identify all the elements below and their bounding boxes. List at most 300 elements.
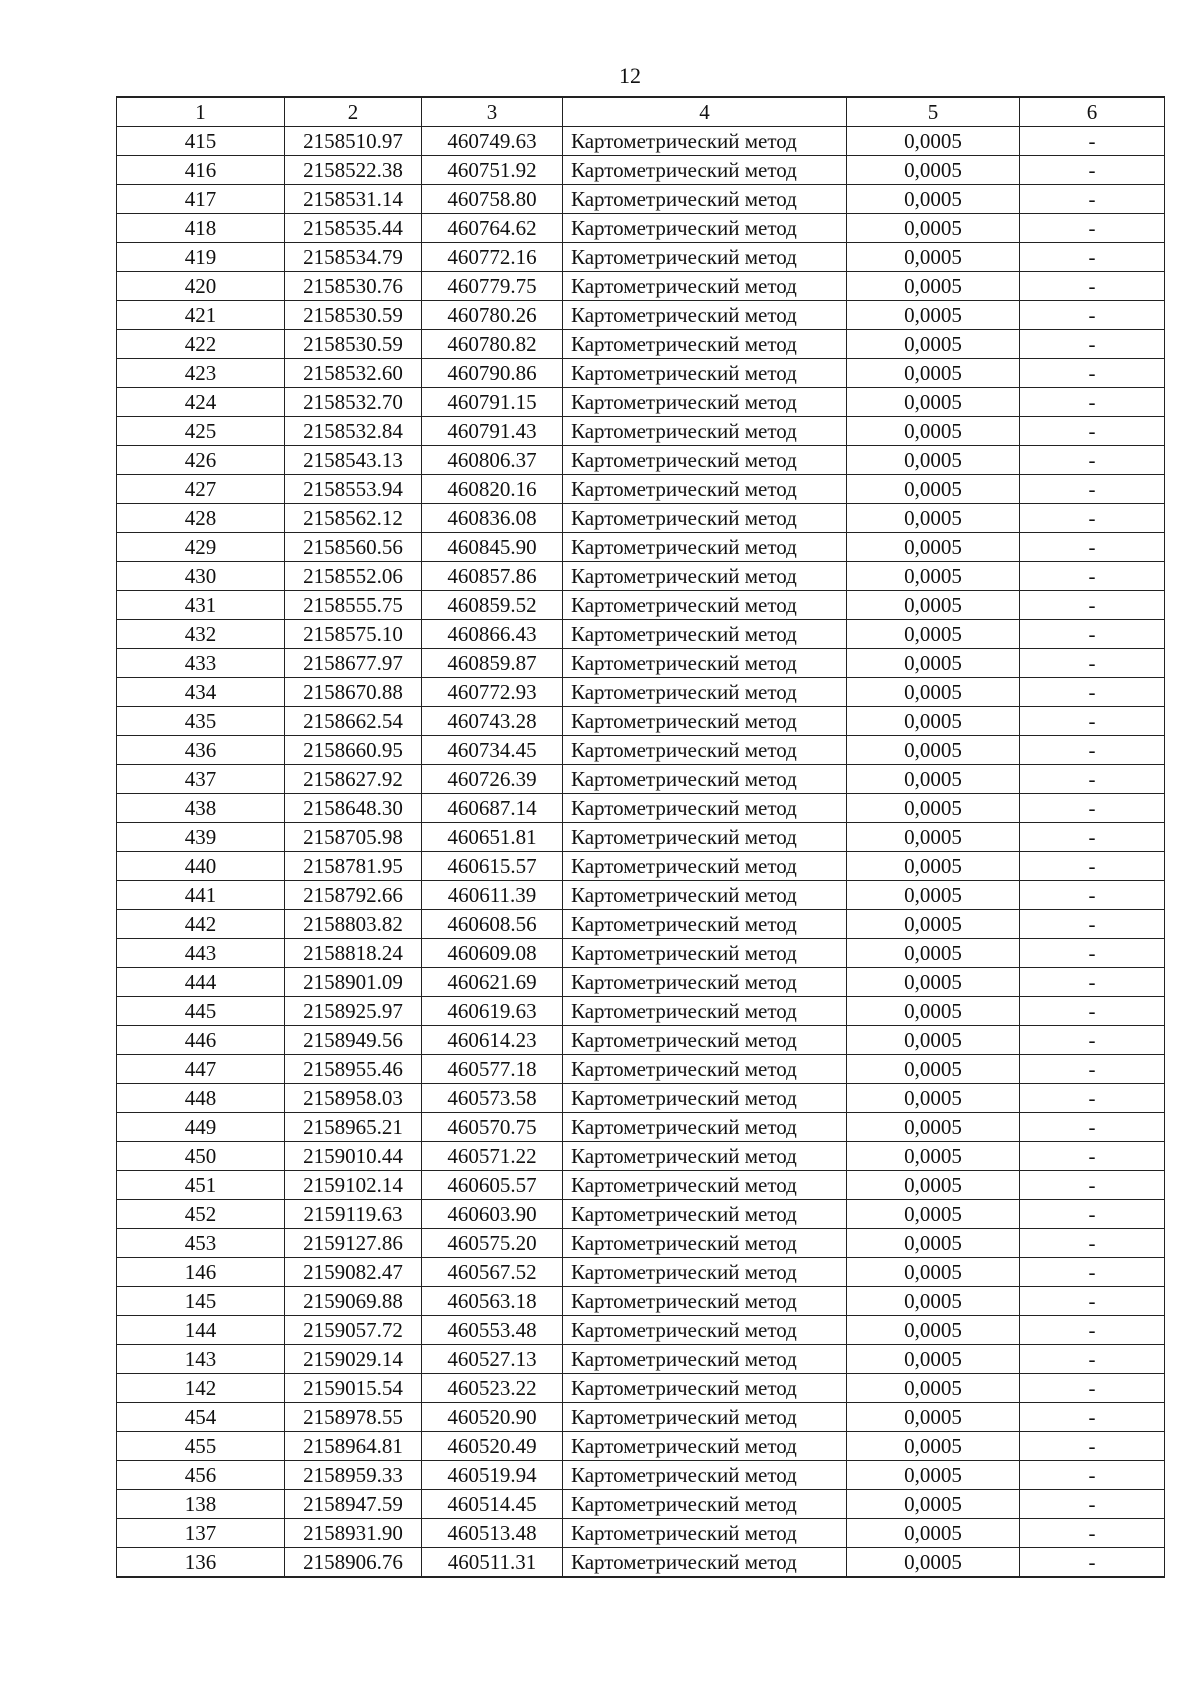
table-row <box>117 620 1165 649</box>
cell-coord-x: 2158955.46 <box>285 1055 422 1084</box>
cell-method: Картометрический метод <box>563 1171 847 1200</box>
table-row <box>117 330 1165 359</box>
cell-note: - <box>1020 649 1165 678</box>
cell-coord-x: 2158534.79 <box>285 243 422 272</box>
cell-point-number: 427 <box>117 475 285 504</box>
table-row <box>117 678 1165 707</box>
table-row <box>117 1084 1165 1113</box>
cell-method: Картометрический метод <box>563 765 847 794</box>
cell-point-number: 452 <box>117 1200 285 1229</box>
header-row <box>117 97 1165 127</box>
cell-method: Картометрический метод <box>563 1461 847 1490</box>
cell-method: Картометрический метод <box>563 591 847 620</box>
table-row <box>117 1345 1165 1374</box>
cell-coord-x: 2158535.44 <box>285 214 422 243</box>
cell-point-number: 416 <box>117 156 285 185</box>
cell-note: - <box>1020 1432 1165 1461</box>
table-row <box>117 1374 1165 1403</box>
cell-note: - <box>1020 591 1165 620</box>
table-row <box>117 1200 1165 1229</box>
cell-coord-x: 2158906.76 <box>285 1548 422 1578</box>
cell-coord-y: 460857.86 <box>422 562 563 591</box>
cell-note: - <box>1020 1287 1165 1316</box>
cell-coord-x: 2158662.54 <box>285 707 422 736</box>
cell-coord-y: 460514.45 <box>422 1490 563 1519</box>
cell-note: - <box>1020 272 1165 301</box>
cell-note: - <box>1020 1548 1165 1578</box>
cell-note: - <box>1020 620 1165 649</box>
cell-coord-y: 460608.56 <box>422 910 563 939</box>
cell-point-number: 432 <box>117 620 285 649</box>
cell-coord-x: 2158931.90 <box>285 1519 422 1548</box>
cell-point-number: 421 <box>117 301 285 330</box>
cell-note: - <box>1020 1519 1165 1548</box>
cell-note: - <box>1020 1171 1165 1200</box>
cell-coord-x: 2159069.88 <box>285 1287 422 1316</box>
cell-method: Картометрический метод <box>563 562 847 591</box>
cell-coord-y: 460614.23 <box>422 1026 563 1055</box>
cell-point-number: 143 <box>117 1345 285 1374</box>
cell-method: Картометрический метод <box>563 1142 847 1171</box>
cell-coord-x: 2159102.14 <box>285 1171 422 1200</box>
cell-coord-y: 460615.57 <box>422 852 563 881</box>
cell-coord-x: 2158792.66 <box>285 881 422 910</box>
table-row <box>117 214 1165 243</box>
table-body <box>117 127 1165 1578</box>
cell-accuracy: 0,0005 <box>847 1345 1020 1374</box>
cell-accuracy: 0,0005 <box>847 1490 1020 1519</box>
cell-note: - <box>1020 417 1165 446</box>
cell-note: - <box>1020 1461 1165 1490</box>
table-row <box>117 968 1165 997</box>
cell-coord-y: 460553.48 <box>422 1316 563 1345</box>
cell-coord-y: 460751.92 <box>422 156 563 185</box>
table-row <box>117 649 1165 678</box>
cell-coord-y: 460806.37 <box>422 446 563 475</box>
cell-coord-y: 460687.14 <box>422 794 563 823</box>
cell-method: Картометрический метод <box>563 388 847 417</box>
table-row <box>117 823 1165 852</box>
cell-coord-x: 2158530.59 <box>285 301 422 330</box>
cell-coord-x: 2158677.97 <box>285 649 422 678</box>
cell-accuracy: 0,0005 <box>847 881 1020 910</box>
cell-coord-y: 460726.39 <box>422 765 563 794</box>
cell-coord-y: 460527.13 <box>422 1345 563 1374</box>
cell-method: Картометрический метод <box>563 504 847 533</box>
cell-accuracy: 0,0005 <box>847 388 1020 417</box>
cell-note: - <box>1020 185 1165 214</box>
cell-coord-x: 2158947.59 <box>285 1490 422 1519</box>
cell-accuracy: 0,0005 <box>847 1142 1020 1171</box>
cell-coord-x: 2158532.70 <box>285 388 422 417</box>
cell-point-number: 451 <box>117 1171 285 1200</box>
cell-coord-x: 2158901.09 <box>285 968 422 997</box>
cell-note: - <box>1020 881 1165 910</box>
cell-accuracy: 0,0005 <box>847 1258 1020 1287</box>
cell-coord-x: 2158627.92 <box>285 765 422 794</box>
cell-accuracy: 0,0005 <box>847 1084 1020 1113</box>
cell-method: Картометрический метод <box>563 678 847 707</box>
cell-coord-x: 2159015.54 <box>285 1374 422 1403</box>
cell-coord-x: 2159057.72 <box>285 1316 422 1345</box>
header-cell-1: 1 <box>117 97 285 127</box>
cell-coord-x: 2158555.75 <box>285 591 422 620</box>
cell-point-number: 437 <box>117 765 285 794</box>
cell-point-number: 436 <box>117 736 285 765</box>
cell-coord-x: 2158648.30 <box>285 794 422 823</box>
table-row <box>117 765 1165 794</box>
cell-point-number: 433 <box>117 649 285 678</box>
cell-note: - <box>1020 301 1165 330</box>
cell-accuracy: 0,0005 <box>847 1548 1020 1578</box>
cell-accuracy: 0,0005 <box>847 939 1020 968</box>
cell-point-number: 417 <box>117 185 285 214</box>
cell-method: Картометрический метод <box>563 475 847 504</box>
cell-coord-x: 2158660.95 <box>285 736 422 765</box>
cell-coord-y: 460749.63 <box>422 127 563 156</box>
cell-note: - <box>1020 1142 1165 1171</box>
cell-point-number: 136 <box>117 1548 285 1578</box>
cell-point-number: 443 <box>117 939 285 968</box>
cell-point-number: 435 <box>117 707 285 736</box>
cell-coord-y: 460764.62 <box>422 214 563 243</box>
cell-coord-y: 460845.90 <box>422 533 563 562</box>
cell-method: Картометрический метод <box>563 1490 847 1519</box>
cell-coord-x: 2158543.13 <box>285 446 422 475</box>
cell-point-number: 450 <box>117 1142 285 1171</box>
cell-accuracy: 0,0005 <box>847 359 1020 388</box>
cell-method: Картометрический метод <box>563 1403 847 1432</box>
cell-method: Картометрический метод <box>563 1287 847 1316</box>
cell-note: - <box>1020 1258 1165 1287</box>
cell-coord-x: 2158552.06 <box>285 562 422 591</box>
header-cell-3: 3 <box>422 97 563 127</box>
cell-method: Картометрический метод <box>563 359 847 388</box>
table-row <box>117 1229 1165 1258</box>
cell-accuracy: 0,0005 <box>847 562 1020 591</box>
cell-note: - <box>1020 1113 1165 1142</box>
cell-coord-y: 460611.39 <box>422 881 563 910</box>
table-row <box>117 156 1165 185</box>
cell-coord-x: 2158925.97 <box>285 997 422 1026</box>
cell-accuracy: 0,0005 <box>847 707 1020 736</box>
table-row <box>117 1490 1165 1519</box>
cell-coord-y: 460563.18 <box>422 1287 563 1316</box>
cell-method: Картометрический метод <box>563 997 847 1026</box>
cell-accuracy: 0,0005 <box>847 301 1020 330</box>
cell-point-number: 142 <box>117 1374 285 1403</box>
cell-coord-y: 460619.63 <box>422 997 563 1026</box>
cell-point-number: 419 <box>117 243 285 272</box>
cell-accuracy: 0,0005 <box>847 736 1020 765</box>
cell-method: Картометрический метод <box>563 736 847 765</box>
cell-note: - <box>1020 1026 1165 1055</box>
cell-coord-x: 2158978.55 <box>285 1403 422 1432</box>
cell-coord-x: 2158781.95 <box>285 852 422 881</box>
cell-coord-y: 460573.58 <box>422 1084 563 1113</box>
cell-coord-y: 460520.49 <box>422 1432 563 1461</box>
cell-coord-x: 2158560.56 <box>285 533 422 562</box>
cell-method: Картометрический метод <box>563 156 847 185</box>
cell-note: - <box>1020 1084 1165 1113</box>
cell-accuracy: 0,0005 <box>847 823 1020 852</box>
cell-method: Картометрический метод <box>563 823 847 852</box>
cell-coord-y: 460520.90 <box>422 1403 563 1432</box>
table-header <box>117 97 1165 127</box>
cell-point-number: 434 <box>117 678 285 707</box>
cell-coord-y: 460772.93 <box>422 678 563 707</box>
cell-coord-y: 460523.22 <box>422 1374 563 1403</box>
table-row <box>117 446 1165 475</box>
cell-note: - <box>1020 562 1165 591</box>
cell-coord-x: 2158965.21 <box>285 1113 422 1142</box>
cell-method: Картометрический метод <box>563 1345 847 1374</box>
cell-point-number: 454 <box>117 1403 285 1432</box>
cell-accuracy: 0,0005 <box>847 620 1020 649</box>
cell-accuracy: 0,0005 <box>847 127 1020 156</box>
cell-coord-y: 460609.08 <box>422 939 563 968</box>
cell-coord-x: 2159029.14 <box>285 1345 422 1374</box>
cell-method: Картометрический метод <box>563 881 847 910</box>
cell-coord-x: 2158949.56 <box>285 1026 422 1055</box>
header-cell-6: 6 <box>1020 97 1165 127</box>
table-row <box>117 417 1165 446</box>
cell-note: - <box>1020 997 1165 1026</box>
cell-coord-x: 2159127.86 <box>285 1229 422 1258</box>
table-row <box>117 1026 1165 1055</box>
cell-coord-y: 460791.43 <box>422 417 563 446</box>
table-row <box>117 881 1165 910</box>
cell-point-number: 445 <box>117 997 285 1026</box>
table-row <box>117 1403 1165 1432</box>
table-row <box>117 1171 1165 1200</box>
table-row <box>117 939 1165 968</box>
cell-method: Картометрический метод <box>563 330 847 359</box>
cell-method: Картометрический метод <box>563 1316 847 1345</box>
cell-point-number: 449 <box>117 1113 285 1142</box>
cell-accuracy: 0,0005 <box>847 446 1020 475</box>
cell-coord-x: 2158803.82 <box>285 910 422 939</box>
cell-note: - <box>1020 1490 1165 1519</box>
cell-method: Картометрический метод <box>563 1200 847 1229</box>
cell-coord-x: 2158575.10 <box>285 620 422 649</box>
cell-point-number: 431 <box>117 591 285 620</box>
cell-note: - <box>1020 823 1165 852</box>
cell-note: - <box>1020 910 1165 939</box>
cell-note: - <box>1020 1345 1165 1374</box>
table-row <box>117 1113 1165 1142</box>
page-number: 12 <box>619 63 641 88</box>
cell-note: - <box>1020 707 1165 736</box>
cell-coord-y: 460511.31 <box>422 1548 563 1578</box>
table-row <box>117 388 1165 417</box>
cell-accuracy: 0,0005 <box>847 591 1020 620</box>
table-row <box>117 1258 1165 1287</box>
cell-accuracy: 0,0005 <box>847 765 1020 794</box>
cell-point-number: 446 <box>117 1026 285 1055</box>
cell-note: - <box>1020 533 1165 562</box>
cell-point-number: 415 <box>117 127 285 156</box>
table-row <box>117 359 1165 388</box>
cell-point-number: 430 <box>117 562 285 591</box>
cell-note: - <box>1020 968 1165 997</box>
cell-method: Картометрический метод <box>563 939 847 968</box>
table-row <box>117 475 1165 504</box>
cell-method: Картометрический метод <box>563 185 847 214</box>
cell-accuracy: 0,0005 <box>847 504 1020 533</box>
table-row <box>117 707 1165 736</box>
cell-accuracy: 0,0005 <box>847 214 1020 243</box>
cell-note: - <box>1020 1316 1165 1345</box>
cell-note: - <box>1020 504 1165 533</box>
cell-accuracy: 0,0005 <box>847 533 1020 562</box>
cell-coord-x: 2158522.38 <box>285 156 422 185</box>
cell-method: Картометрический метод <box>563 794 847 823</box>
cell-method: Картометрический метод <box>563 243 847 272</box>
cell-note: - <box>1020 765 1165 794</box>
table-row <box>117 562 1165 591</box>
cell-coord-y: 460779.75 <box>422 272 563 301</box>
cell-method: Картометрический метод <box>563 533 847 562</box>
table-row <box>117 127 1165 156</box>
cell-method: Картометрический метод <box>563 1113 847 1142</box>
cell-note: - <box>1020 1229 1165 1258</box>
coordinates-table <box>116 96 1165 1578</box>
cell-point-number: 438 <box>117 794 285 823</box>
cell-coord-y: 460567.52 <box>422 1258 563 1287</box>
cell-note: - <box>1020 330 1165 359</box>
cell-point-number: 420 <box>117 272 285 301</box>
cell-accuracy: 0,0005 <box>847 185 1020 214</box>
cell-coord-x: 2158964.81 <box>285 1432 422 1461</box>
header-cell-2: 2 <box>285 97 422 127</box>
cell-point-number: 425 <box>117 417 285 446</box>
table-row <box>117 591 1165 620</box>
cell-point-number: 429 <box>117 533 285 562</box>
table-row <box>117 794 1165 823</box>
cell-accuracy: 0,0005 <box>847 1461 1020 1490</box>
cell-accuracy: 0,0005 <box>847 156 1020 185</box>
cell-coord-x: 2158531.14 <box>285 185 422 214</box>
table-row <box>117 852 1165 881</box>
cell-method: Картометрический метод <box>563 272 847 301</box>
cell-method: Картометрический метод <box>563 1229 847 1258</box>
cell-point-number: 444 <box>117 968 285 997</box>
cell-note: - <box>1020 1374 1165 1403</box>
cell-coord-x: 2158530.76 <box>285 272 422 301</box>
cell-note: - <box>1020 156 1165 185</box>
cell-coord-x: 2158510.97 <box>285 127 422 156</box>
cell-method: Картометрический метод <box>563 1519 847 1548</box>
cell-point-number: 137 <box>117 1519 285 1548</box>
cell-accuracy: 0,0005 <box>847 1026 1020 1055</box>
cell-accuracy: 0,0005 <box>847 417 1020 446</box>
cell-coord-y: 460772.16 <box>422 243 563 272</box>
cell-note: - <box>1020 1055 1165 1084</box>
cell-accuracy: 0,0005 <box>847 852 1020 881</box>
cell-note: - <box>1020 243 1165 272</box>
cell-coord-y: 460734.45 <box>422 736 563 765</box>
cell-coord-y: 460791.15 <box>422 388 563 417</box>
cell-method: Картометрический метод <box>563 649 847 678</box>
table-row <box>117 1519 1165 1548</box>
cell-method: Картометрический метод <box>563 417 847 446</box>
cell-method: Картометрический метод <box>563 1084 847 1113</box>
cell-note: - <box>1020 475 1165 504</box>
cell-coord-y: 460575.20 <box>422 1229 563 1258</box>
cell-method: Картометрический метод <box>563 1432 847 1461</box>
table-row <box>117 997 1165 1026</box>
table-row <box>117 243 1165 272</box>
cell-accuracy: 0,0005 <box>847 1171 1020 1200</box>
cell-coord-y: 460519.94 <box>422 1461 563 1490</box>
cell-coord-x: 2158705.98 <box>285 823 422 852</box>
cell-point-number: 439 <box>117 823 285 852</box>
cell-point-number: 428 <box>117 504 285 533</box>
cell-coord-x: 2158530.59 <box>285 330 422 359</box>
cell-coord-y: 460743.28 <box>422 707 563 736</box>
cell-point-number: 442 <box>117 910 285 939</box>
cell-coord-y: 460605.57 <box>422 1171 563 1200</box>
cell-note: - <box>1020 359 1165 388</box>
table-row <box>117 910 1165 939</box>
cell-accuracy: 0,0005 <box>847 1229 1020 1258</box>
cell-method: Картометрический метод <box>563 1055 847 1084</box>
cell-method: Картометрический метод <box>563 127 847 156</box>
cell-coord-y: 460780.82 <box>422 330 563 359</box>
cell-note: - <box>1020 127 1165 156</box>
cell-coord-y: 460859.52 <box>422 591 563 620</box>
cell-method: Картометрический метод <box>563 620 847 649</box>
cell-accuracy: 0,0005 <box>847 968 1020 997</box>
cell-coord-y: 460820.16 <box>422 475 563 504</box>
cell-accuracy: 0,0005 <box>847 1200 1020 1229</box>
cell-method: Картометрический метод <box>563 852 847 881</box>
cell-point-number: 441 <box>117 881 285 910</box>
cell-point-number: 453 <box>117 1229 285 1258</box>
cell-coord-x: 2158959.33 <box>285 1461 422 1490</box>
cell-coord-y: 460621.69 <box>422 968 563 997</box>
cell-note: - <box>1020 939 1165 968</box>
cell-method: Картометрический метод <box>563 1548 847 1578</box>
cell-accuracy: 0,0005 <box>847 649 1020 678</box>
cell-coord-x: 2158532.60 <box>285 359 422 388</box>
cell-coord-y: 460571.22 <box>422 1142 563 1171</box>
cell-note: - <box>1020 1403 1165 1432</box>
cell-coord-y: 460570.75 <box>422 1113 563 1142</box>
cell-method: Картометрический метод <box>563 1374 847 1403</box>
cell-coord-y: 460758.80 <box>422 185 563 214</box>
cell-accuracy: 0,0005 <box>847 1113 1020 1142</box>
cell-accuracy: 0,0005 <box>847 330 1020 359</box>
table-row <box>117 1432 1165 1461</box>
cell-coord-x: 2159082.47 <box>285 1258 422 1287</box>
cell-point-number: 423 <box>117 359 285 388</box>
cell-point-number: 145 <box>117 1287 285 1316</box>
cell-point-number: 424 <box>117 388 285 417</box>
cell-coord-y: 460859.87 <box>422 649 563 678</box>
cell-coord-y: 460577.18 <box>422 1055 563 1084</box>
cell-coord-y: 460836.08 <box>422 504 563 533</box>
cell-coord-x: 2158532.84 <box>285 417 422 446</box>
cell-accuracy: 0,0005 <box>847 1403 1020 1432</box>
cell-coord-x: 2158553.94 <box>285 475 422 504</box>
table-row <box>117 1055 1165 1084</box>
cell-accuracy: 0,0005 <box>847 243 1020 272</box>
cell-note: - <box>1020 446 1165 475</box>
table-row <box>117 1142 1165 1171</box>
cell-coord-y: 460790.86 <box>422 359 563 388</box>
